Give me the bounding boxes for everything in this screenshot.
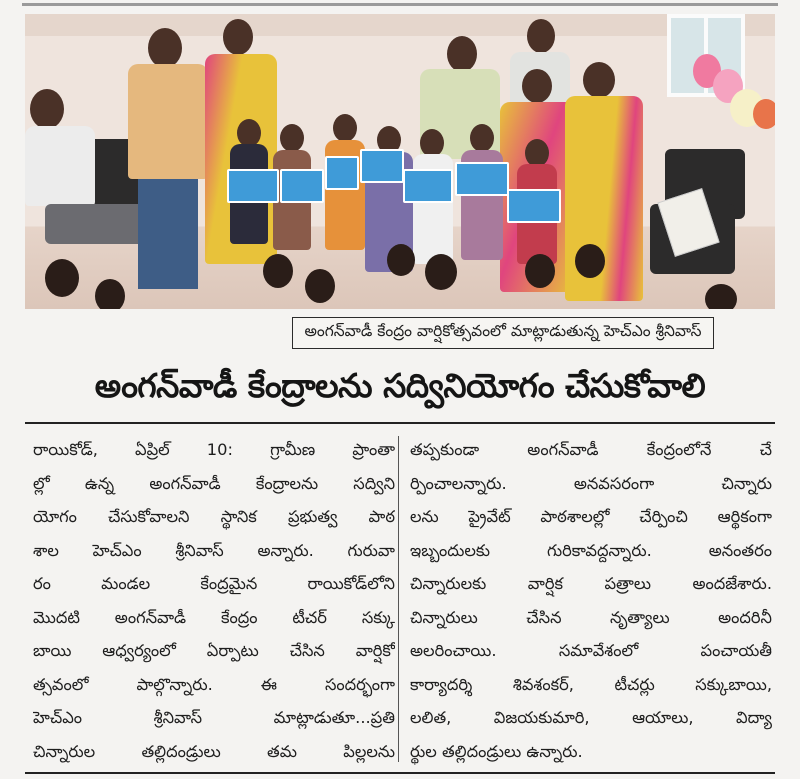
body-line: మొదటి అంగన్‌వాడీ కేంద్రం టీచర్ సక్కు [33,607,395,627]
body-line: ఇబ్బందులకు గురికావద్దన్నారు. అనంతరం [410,540,772,560]
photo-caption: అంగన్‌వాడీ కేంద్రం వార్షికోత్సవంలో మాట్లాడుతున్న హెచ్ఎం శ్రీనివాస్ [292,317,714,349]
headline: అంగన్‌వాడీ కేంద్రాలను సద్వినియోగం చేసుకోవాలి [94,365,706,405]
certificate [507,189,561,223]
body-line: తప్పకుండా అంగన్‌వాడీ కేంద్రంలోనే చే [410,440,772,459]
body-line: శాల హెచ్ఎం శ్రీనివాస్ అన్నారు. గురువా [33,540,395,560]
body-line: ర్పించాలన్నారు. అనవసరంగా చిన్నారు [410,473,772,493]
body-line: యోగం చేసుకోవాలని స్థానిక ప్రభుత్వ పాఠ [33,507,395,526]
body-column-left [33,433,395,768]
certificate [455,162,509,196]
body-line: త్సవంలో పాల్గొన్నారు. ఈ సందర్భంగా [33,674,395,694]
news-photo [25,14,775,309]
body-line: లలిత, విజయకుమారి, ఆయాలు, విద్యా [410,708,772,727]
certificate [360,149,404,183]
certificate [227,169,279,203]
body-line: ల్లో ఉన్న అంగన్‌వాడీ కేంద్రాలను సద్విని [33,473,395,493]
headline-rule [25,422,775,424]
body-line: చిన్నారులు చేసిన నృత్యాలు అందరినీ [410,607,772,627]
body-line: అలరించాయి. సమావేశంలో పంచాయతీ [410,641,772,660]
certificate [403,169,453,203]
certificate [280,169,324,203]
body-line: లను ప్రైవేట్ పాఠశాలల్లో చేర్పించి ఆర్థికంగా [410,507,772,526]
body-line: రం మండల కేంద్రమైన రాయికోడ్‌లోని [33,574,395,593]
bottom-rule [25,772,775,774]
body-line: రాయికోడ్, ఏప్రిల్ 10: గ్రామీణ ప్రాంతా [33,440,395,459]
top-rule [22,3,778,6]
body-line: చిన్నారుల తల్లిదండ్రులు తమ పిల్లలను [33,741,395,761]
body-column-right [410,433,772,768]
body-line: కార్యాదర్శి శివశంకర్, టీచర్లు సక్కుబాయి, [410,674,772,694]
body-line: చిన్నారులకు వార్షిక పత్రాలు అందజేశారు. [410,574,772,593]
body-line: బాయి ఆధ్వర్యంలో ఏర్పాటు చేసిన వార్షికో [33,641,395,660]
body-line: హెచ్ఎం శ్రీనివాస్ మాట్లాడుతూ...ప్రతి [33,708,395,727]
body-line: ర్థుల తల్లిదండ్రులు ఉన్నారు. [410,741,583,761]
column-divider [398,436,399,762]
certificate [325,156,359,190]
